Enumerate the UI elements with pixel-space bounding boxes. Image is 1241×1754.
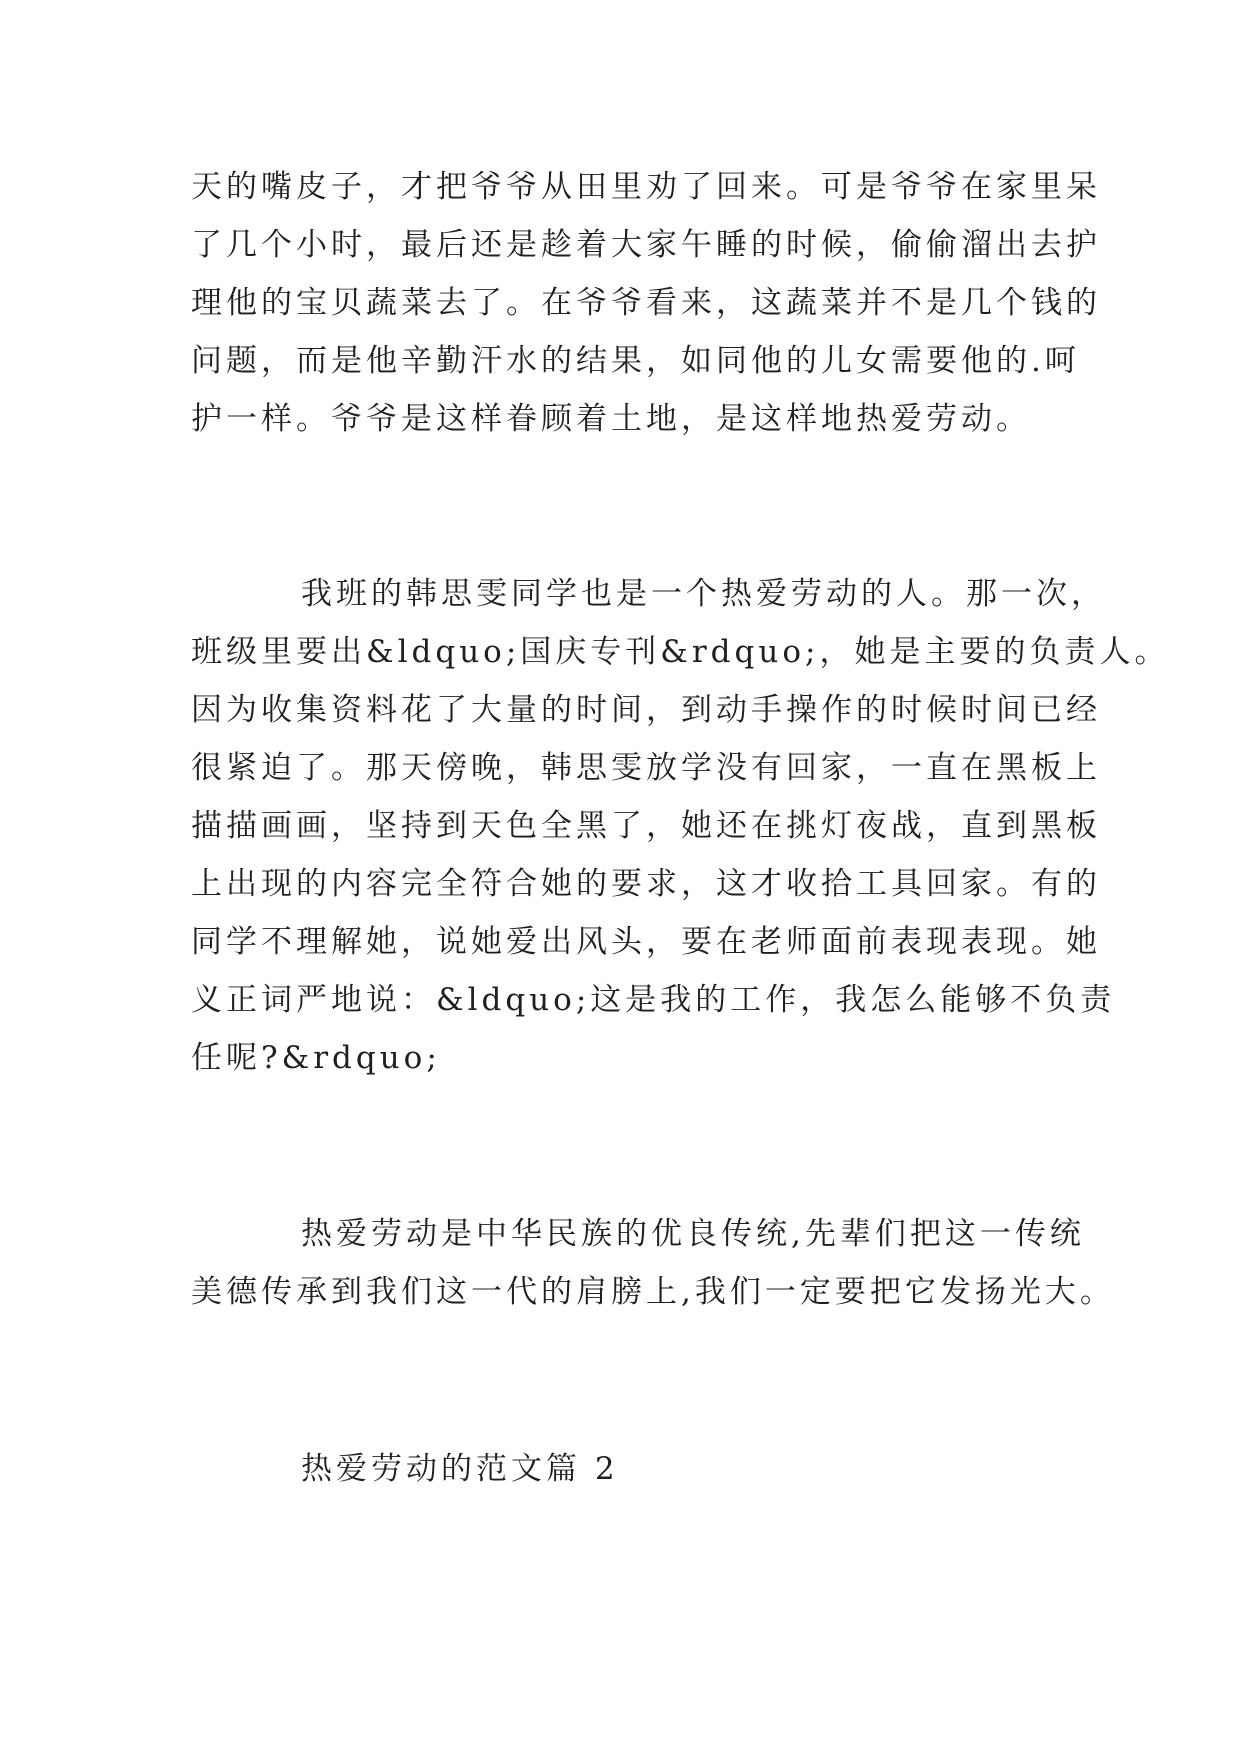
text-line: 班级里要出&ldquo;国庆专刊&rdquo;，她是主要的负责人。 bbox=[191, 634, 1170, 670]
text-line: 理他的宝贝蔬菜去了。在爷爷看来，这蔬菜并不是几个钱的 bbox=[191, 285, 1101, 321]
text-line: 热爱劳动是中华民族的优良传统,先辈们把这一传统 bbox=[301, 1216, 1085, 1252]
text-line: 美德传承到我们这一代的肩膀上,我们一定要把它发扬光大。 bbox=[191, 1274, 1115, 1310]
text-line: 上出现的内容完全符合她的要求，这才收拾工具回家。有的 bbox=[191, 866, 1101, 902]
text-line: 问题，而是他辛勤汗水的结果，如同他的儿女需要他的.呵 bbox=[191, 343, 1080, 379]
text-line: 任呢?&rdquo; bbox=[191, 1040, 441, 1076]
text-line: 义正词严地说：&ldquo;这是我的工作，我怎么能够不负责 bbox=[191, 982, 1116, 1018]
text-line: 描描画画，坚持到天色全黑了，她还在挑灯夜战，直到黑板 bbox=[191, 808, 1101, 844]
heading-text: 热爱劳动的范文篇 2 bbox=[301, 1451, 619, 1487]
text-line: 天的嘴皮子，才把爷爷从田里劝了回来。可是爷爷在家里呆 bbox=[191, 169, 1101, 205]
paragraph-classmate bbox=[191, 565, 1170, 1087]
paragraph-conclusion bbox=[191, 1205, 1115, 1321]
text-line: 因为收集资料花了大量的时间，到动手操作的时候时间已经 bbox=[191, 692, 1101, 728]
section-heading bbox=[191, 1440, 1071, 1498]
text-line: 同学不理解她，说她爱出风头，要在老师面前表现表现。她 bbox=[191, 924, 1101, 960]
text-line: 我班的韩思雯同学也是一个热爱劳动的人。那一次， bbox=[301, 576, 1106, 612]
text-line: 了几个小时，最后还是趁着大家午睡的时候，偷偷溜出去护 bbox=[191, 227, 1101, 263]
paragraph-grandfather bbox=[191, 158, 1101, 448]
text-line: 很紧迫了。那天傍晚，韩思雯放学没有回家，一直在黑板上 bbox=[191, 750, 1101, 786]
text-line: 护一样。爷爷是这样眷顾着土地，是这样地热爱劳动。 bbox=[191, 401, 1031, 437]
